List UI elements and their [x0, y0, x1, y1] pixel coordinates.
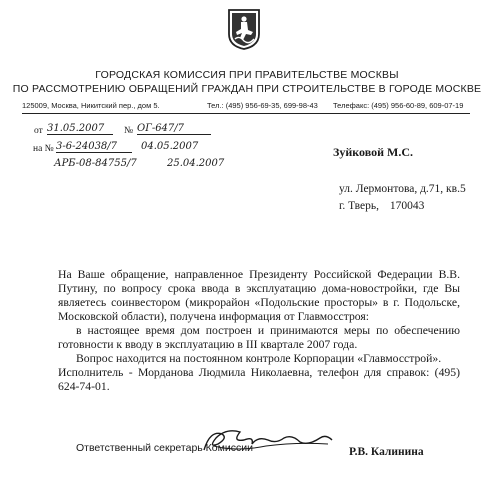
recipient-street: ул. Лермонтова, д.71, кв.5	[339, 183, 466, 195]
body-paragraph-2: в настоящее время дом построен и принимаются меры по обеспечению готовности к вводу в эксплуатацию в III квартале 2007 года.	[58, 324, 460, 351]
reg-no-label: №	[124, 126, 134, 136]
org-title-line1: ГОРОДСКАЯ КОМИССИЯ ПРИ ПРАВИТЕЛЬСТВЕ МОСКВЫ	[95, 69, 399, 81]
body-paragraph-1: На Ваше обращение, направленное Президенту Российской Федерации В.В. Путину, по вопросу срока ввода в эксплуатацию дома-новостройки, где Вы являетесь соинвестором (микрорайон «Подольские просторы» в г. Подольске, Московской области), получена информация от Главмосстроя:	[58, 268, 460, 323]
reg-ref-date: 04.05.2007	[141, 141, 199, 152]
recipient-city: г. Тверь,	[339, 200, 379, 212]
reg-ref-date-2: 25.04.2007	[167, 158, 225, 169]
body-paragraph-3: Вопрос находится на постоянном контроле Корпорации «Главмосстрой».	[76, 352, 442, 365]
reg-from-label: от	[34, 126, 43, 136]
signatory-name: Р.В. Калинина	[349, 446, 424, 458]
moscow-coat-of-arms-icon	[227, 8, 261, 50]
recipient-name: Зуйковой М.С.	[333, 145, 414, 159]
reg-to-label: на №	[33, 144, 54, 154]
org-address: 125009, Москва, Никитский пер., дом 5.	[22, 101, 160, 110]
org-title-line2: ПО РАССМОТРЕНИЮ ОБРАЩЕНИЙ ГРАЖДАН ПРИ СТРОИТЕЛЬСТВЕ В ГОРОДЕ МОСКВЕ	[12, 83, 482, 95]
org-phone: Тел.: (495) 956-69-35, 699-98-43	[207, 101, 318, 110]
letter-body	[58, 268, 460, 394]
body-paragraph-4: Исполнитель - Морданова Людмила Николаевна, телефон для справок: (495) 624-74-01.	[58, 366, 460, 393]
signatory-title: Ответственный секретарь Комиссии	[76, 442, 253, 454]
recipient-city-line	[339, 200, 424, 212]
reg-ref-number: 3-6-24038/7	[56, 141, 132, 153]
handwritten-signature-icon	[196, 424, 336, 458]
reg-number: ОГ-647/7	[137, 123, 211, 135]
header-divider	[22, 113, 470, 114]
reg-from-date: 31.05.2007	[47, 123, 113, 135]
recipient-postcode: 170043	[389, 200, 425, 212]
org-fax: Телефакс: (495) 956-60-89, 609-07-19	[333, 101, 464, 110]
reg-ref-number-2: АРБ-08-84755/7	[54, 158, 137, 169]
